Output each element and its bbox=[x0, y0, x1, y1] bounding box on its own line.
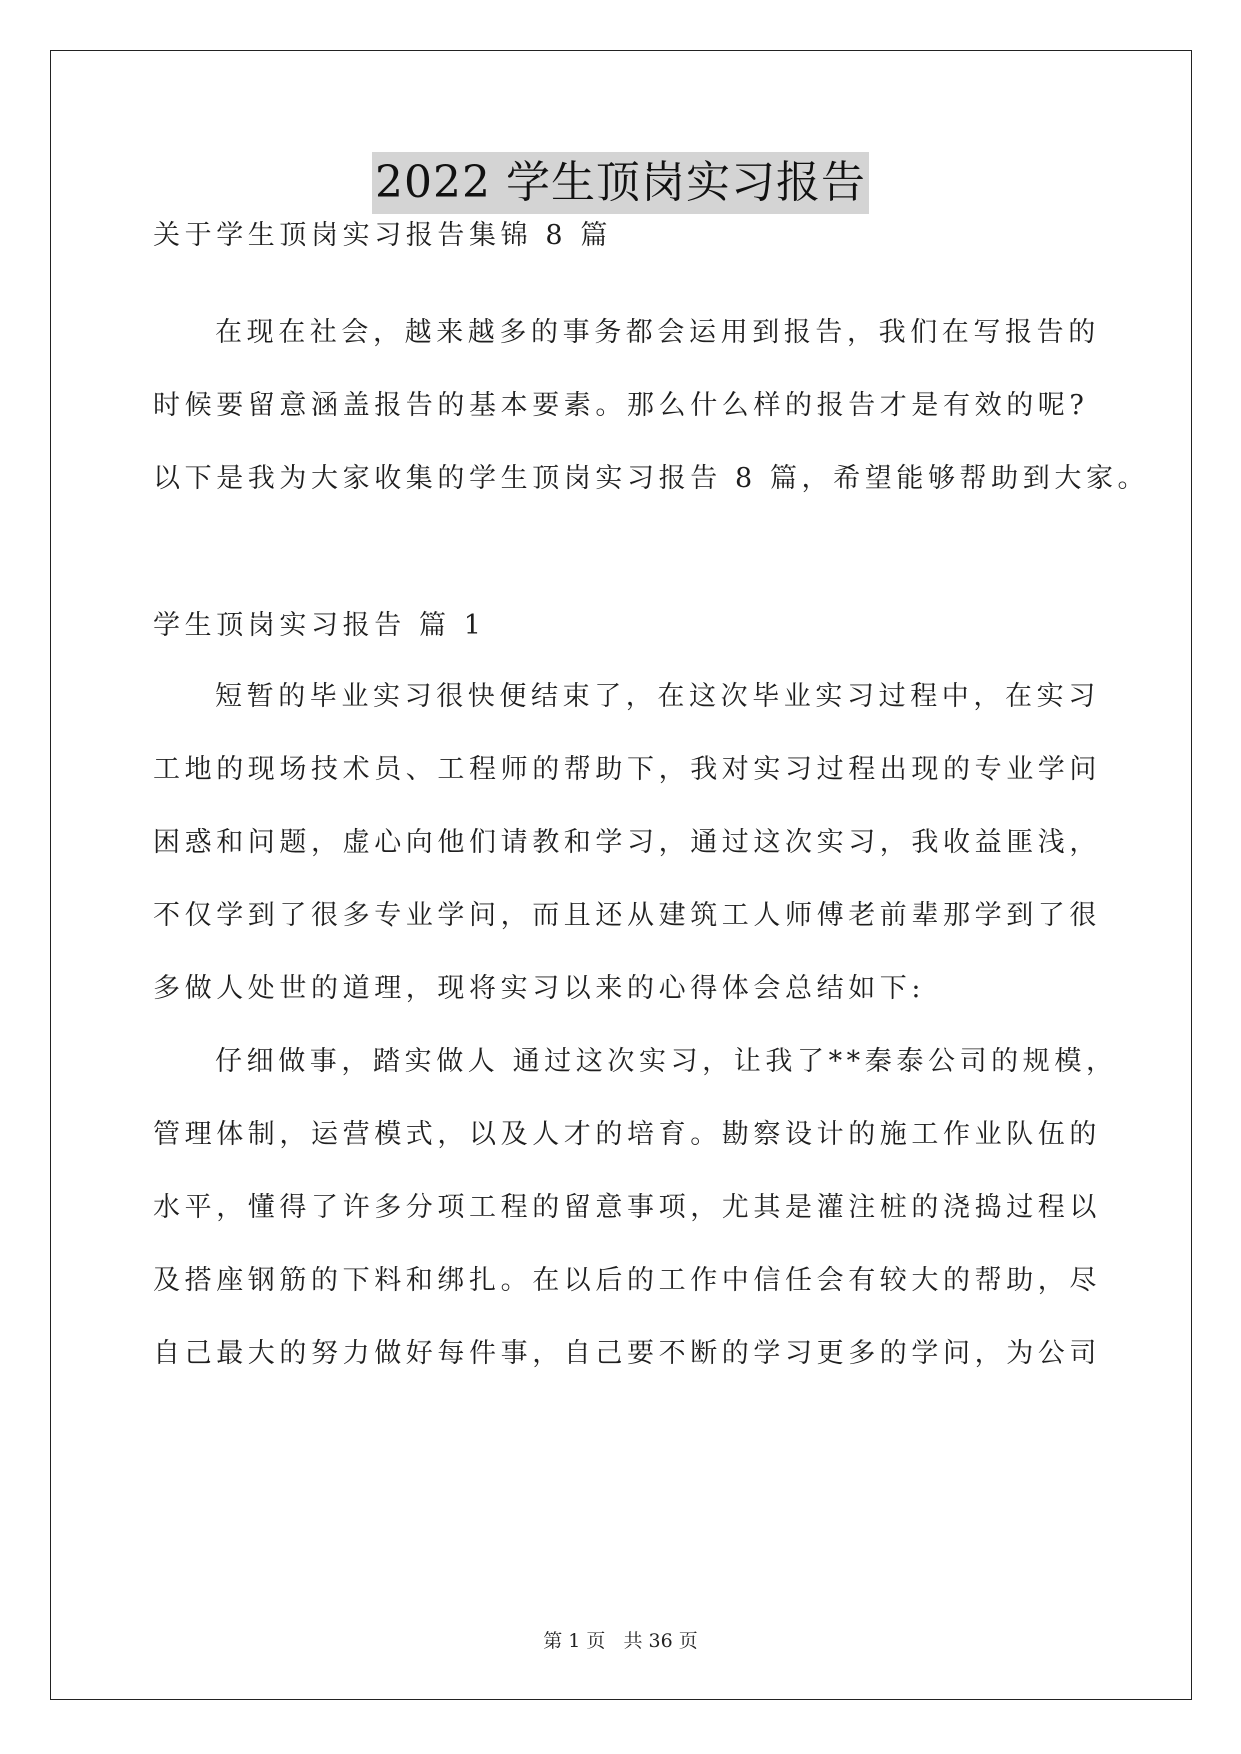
paragraph2-line-2: 管理体制，运营模式，以及人才的培育。勘察设计的施工作业队伍的 bbox=[153, 1119, 1101, 1150]
document-subtitle: 关于学生顶岗实习报告集锦 8 篇 bbox=[153, 220, 612, 251]
title-container bbox=[0, 152, 1241, 214]
intro-line-1: 在现在社会，越来越多的事务都会运用到报告，我们在写报告的 bbox=[215, 317, 1100, 348]
intro-line-3: 以下是我为大家收集的学生顶岗实习报告 8 篇，希望能够帮助到大家。 bbox=[153, 463, 1150, 494]
paragraph2-line-3: 水平，懂得了许多分项工程的留意事项，尤其是灌注桩的浇捣过程以 bbox=[153, 1192, 1101, 1223]
paragraph2-line-4: 及搭座钢筋的下料和绑扎。在以后的工作中信任会有较大的帮助，尽 bbox=[153, 1265, 1101, 1296]
paragraph1-line-1: 短暂的毕业实习很快便结束了，在这次毕业实习过程中，在实习 bbox=[215, 681, 1100, 712]
paragraph1-line-4: 不仅学到了很多专业学问，而且还从建筑工人师傅老前辈那学到了很 bbox=[153, 900, 1101, 931]
paragraph2-line-1: 仔细做事，踏实做人 通过这次实习，让我了**秦泰公司的规模， bbox=[215, 1046, 1118, 1077]
intro-line-2: 时候要留意涵盖报告的基本要素。那么什么样的报告才是有效的呢? bbox=[153, 390, 1089, 421]
page-border bbox=[50, 50, 1192, 1700]
paragraph2-line-5: 自己最大的努力做好每件事，自己要不断的学习更多的学问，为公司 bbox=[153, 1338, 1101, 1369]
section-heading: 学生顶岗实习报告 篇 1 bbox=[153, 610, 486, 641]
paragraph1-line-2: 工地的现场技术员、工程师的帮助下，我对实习过程出现的专业学问 bbox=[153, 754, 1101, 785]
paragraph1-line-3: 困惑和问题，虚心向他们请教和学习，通过这次实习，我收益匪浅， bbox=[153, 827, 1101, 858]
page-number-footer: 第 1 页 共 36 页 bbox=[543, 1630, 698, 1652]
document-title: 2022 学生顶岗实习报告 bbox=[372, 152, 869, 214]
paragraph1-line-5: 多做人处世的道理，现将实习以来的心得体会总结如下: bbox=[153, 973, 926, 1004]
